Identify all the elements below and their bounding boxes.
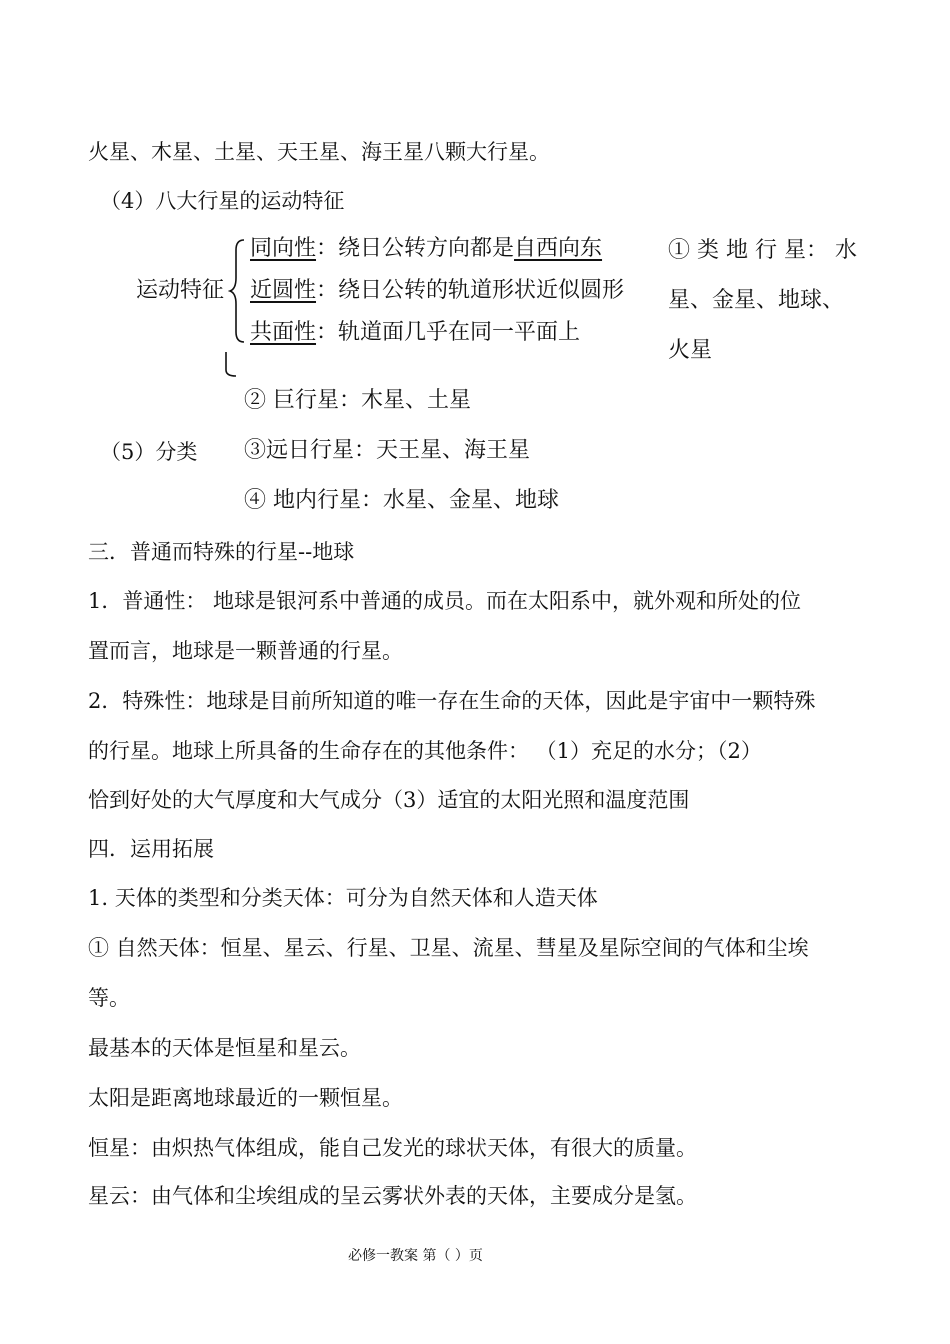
side-note: 火星: [668, 338, 713, 363]
paragraph-line: 置而言，地球是一颗普通的行星。: [88, 639, 403, 663]
side-note: ① 类 地 行 星： 水: [668, 238, 857, 263]
motion-item: [250, 318, 580, 348]
motion-label: 运动特征: [136, 278, 225, 303]
paragraph-line: 2．特殊性：地球是目前所知道的唯一存在生命的天体，因此是宇宙中一颗特殊: [88, 689, 816, 713]
left-brace: [228, 238, 248, 344]
side-note: 星、金星、地球、: [668, 288, 845, 313]
class-item: ② 巨行星：木星、土星: [244, 388, 471, 413]
paragraph-line: 星云：由气体和尘埃组成的呈云雾状外表的天体，主要成分是氢。: [88, 1184, 697, 1208]
desc: ：绕日公转方向都是: [316, 236, 515, 261]
term: 共面性: [250, 320, 317, 345]
paragraph-line: 1. 天体的类型和分类天体：可分为自然天体和人造天体: [88, 886, 598, 910]
motion-item: [250, 234, 602, 264]
paragraph-line: ① 自然天体：恒星、星云、行星、卫星、流星、彗星及星际空间的气体和尘埃: [88, 936, 809, 960]
paragraph-line: 最基本的天体是恒星和星云。: [88, 1036, 361, 1060]
subheading: （4）八大行星的运动特征: [100, 189, 345, 213]
text-line: 火星、木星、土星、天王星、海王星八颗大行星。: [88, 140, 550, 164]
paragraph-line: 恒星：由炽热气体组成，能自己发光的球状天体，有很大的质量。: [88, 1136, 697, 1160]
term: 近圆性: [250, 278, 317, 303]
term: 同向性: [250, 236, 317, 261]
desc: ：绕日公转的轨道形状近似圆形: [316, 278, 625, 303]
desc: ：轨道面几乎在同一平面上: [316, 320, 581, 345]
class-item: ③远日行星：天王星、海王星: [244, 438, 531, 463]
section-heading: 四．运用拓展: [88, 837, 214, 861]
paragraph-line: 等。: [88, 986, 130, 1010]
paragraph-line: 恰到好处的大气厚度和大气成分（3）适宜的太阳光照和温度范围: [88, 788, 690, 812]
class-item: ④ 地内行星：水星、金星、地球: [244, 488, 559, 513]
class-label: （5）分类: [100, 440, 198, 464]
paragraph-line: 的行星。地球上所具备的生命存在的其他条件： （1）充足的水分；（2）: [88, 739, 762, 763]
page-footer: 必修一教案 第（ ）页: [348, 1248, 483, 1264]
paragraph-line: 1．普通性： 地球是银河系中普通的成员。而在太阳系中，就外观和所处的位: [88, 589, 802, 613]
term: 自西向东: [514, 236, 603, 261]
paragraph-line: 太阳是距离地球最近的一颗恒星。: [88, 1086, 403, 1110]
classification-brace: [222, 350, 242, 380]
section-heading: 三．普通而特殊的行星--地球: [88, 540, 355, 564]
motion-item: [250, 276, 624, 306]
